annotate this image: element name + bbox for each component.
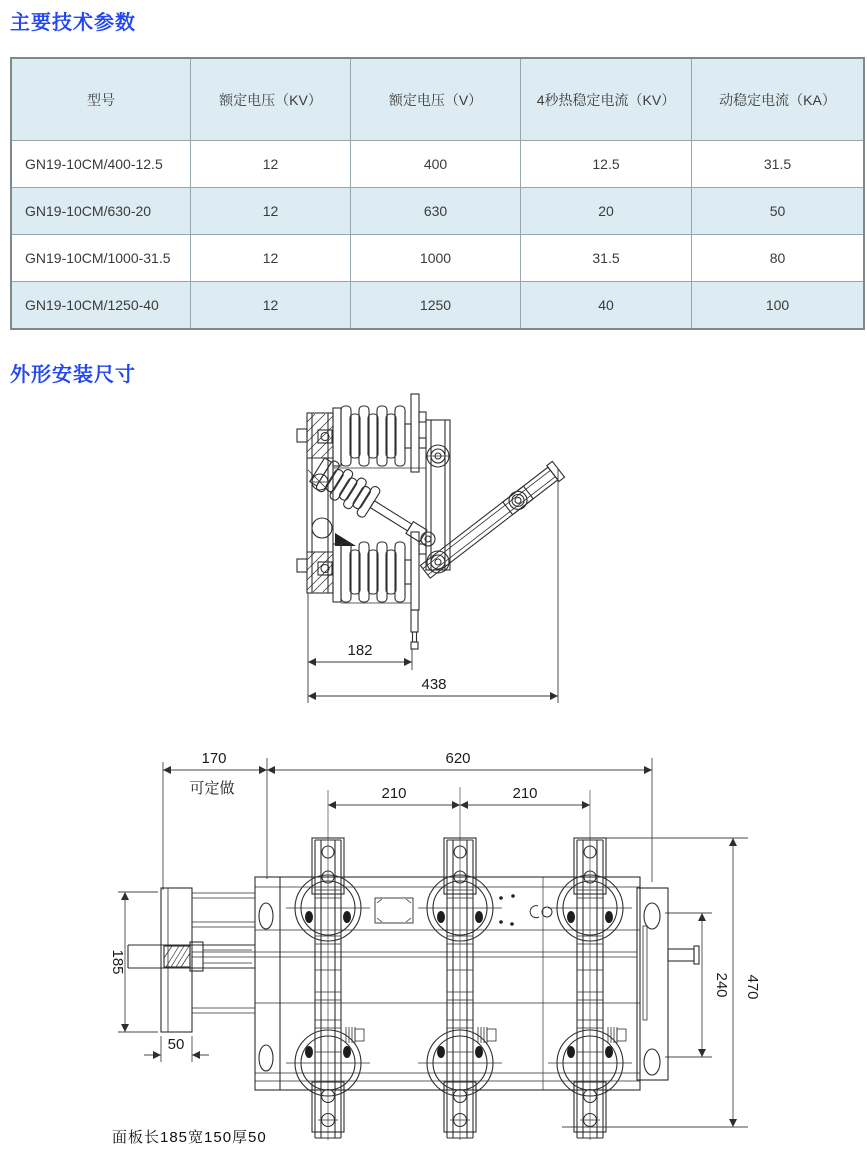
table-cell: 100 — [692, 282, 865, 330]
dim-label-470: 470 — [744, 974, 761, 1000]
section-title-parameters: 主要技术参数 — [10, 12, 136, 34]
table-cell: 31.5 — [521, 235, 692, 282]
column-header-thermal-current: 4秒热稳定电流（KV） — [521, 58, 692, 141]
table-header-row — [11, 58, 864, 141]
table-cell: 1000 — [351, 235, 521, 282]
table-cell: 12.5 — [521, 141, 692, 188]
dim-label-50: 50 — [167, 1036, 185, 1053]
dim-label-438: 438 — [421, 676, 447, 693]
table-cell: 400 — [351, 141, 521, 188]
column-header-rated-v: 额定电压（V） — [351, 58, 521, 141]
table-cell: GN19-10CM/400-12.5 — [11, 141, 191, 188]
dim-label-170: 170 — [201, 750, 227, 767]
side-view-drawing — [278, 392, 568, 712]
table-row — [11, 235, 864, 282]
dim-label-210-a: 210 — [381, 785, 407, 802]
dim-label-210-b: 210 — [512, 785, 538, 802]
table-cell: 12 — [191, 282, 351, 330]
table-cell: 40 — [521, 282, 692, 330]
section-title-dimensions: 外形安装尺寸 — [10, 364, 136, 386]
dim-label-182: 182 — [347, 642, 373, 659]
table-cell: 20 — [521, 188, 692, 235]
table-cell: 12 — [191, 188, 351, 235]
table-cell: 630 — [351, 188, 521, 235]
table-cell: GN19-10CM/630-20 — [11, 188, 191, 235]
table-row — [11, 141, 864, 188]
table-cell: 12 — [191, 141, 351, 188]
column-header-model: 型号 — [11, 58, 191, 141]
panel-size-note: 面板长185宽150厚50 — [112, 1129, 267, 1146]
dim-label-620: 620 — [445, 750, 471, 767]
table-cell: GN19-10CM/1250-40 — [11, 282, 191, 330]
table-cell: GN19-10CM/1000-31.5 — [11, 235, 191, 282]
column-header-dynamic-current: 动稳定电流（KA） — [692, 58, 865, 141]
table-cell: 80 — [692, 235, 865, 282]
table-cell: 12 — [191, 235, 351, 282]
front-view-drawing — [100, 740, 867, 1140]
dim-label-240: 240 — [713, 972, 730, 998]
dim-label-185: 185 — [109, 949, 126, 975]
table-cell: 1250 — [351, 282, 521, 330]
note-customizable: 可定做 — [189, 780, 235, 797]
table-cell: 50 — [692, 188, 865, 235]
parameters-table — [10, 57, 865, 330]
table-row — [11, 188, 864, 235]
table-row — [11, 282, 864, 330]
table-cell: 31.5 — [692, 141, 865, 188]
column-header-rated-kv: 额定电压（KV） — [191, 58, 351, 141]
